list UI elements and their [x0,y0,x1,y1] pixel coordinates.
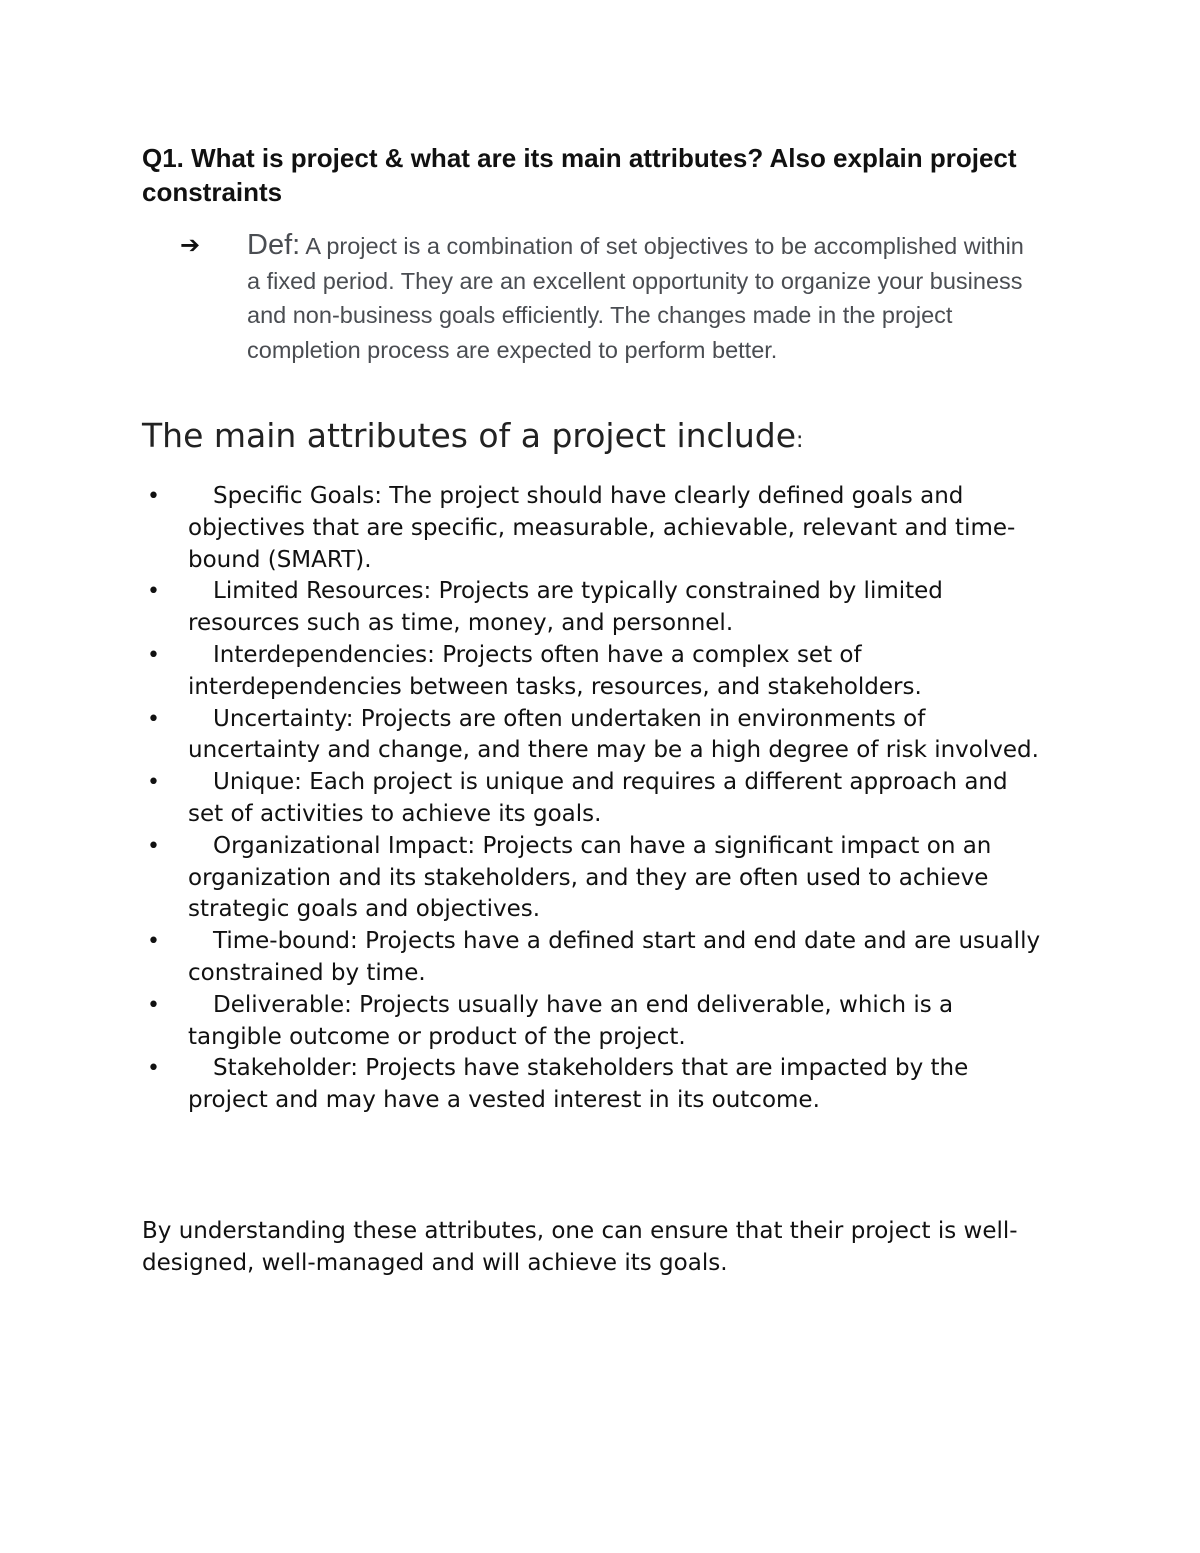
bullet-icon: • [147,929,160,955]
attributes-heading [142,414,1042,463]
list-item [142,990,1042,1054]
bullet-icon: • [147,642,160,668]
bullet-icon: • [147,706,160,732]
list-item-text: Deliverable: Projects usually have an end deliverable, which is a tangible outcome or product of the project. [188,991,954,1050]
list-item-text: Interdependencies: Projects often have a complex set of interdependencies between tasks, resources, and stakeholders. [188,641,922,700]
list-item [142,831,1042,926]
list-item [142,704,1042,768]
bullet-icon: • [147,579,160,605]
list-item [142,640,1042,704]
list-item-text: Time-bound: Projects have a defined start and end date and are usually constrained by time. [188,928,1041,986]
definition-label: Def: [247,229,301,261]
bullet-icon: • [147,1056,160,1082]
definition-text: A project is a combination of set objectives to be accomplished within a fixed period. They are an excellent opportunity to organize your business and non-business goals efficiently. The changes made in the project completion process are expected to perform better. [247,233,1024,363]
attributes-heading-colon: : [796,428,804,453]
list-item-text: Uncertainty: Projects are often undertaken in environments of uncertainty and change, and there may be a high degree of risk involved. [188,705,1039,764]
attributes-list [142,481,1042,1117]
bullet-icon: • [147,770,160,796]
list-item-text: Unique: Each project is unique and requires a different approach and set of activities to achieve its goals. [188,769,1008,827]
bullet-icon: • [147,484,160,509]
list-item [142,767,1042,831]
question-heading: Q1. What is project & what are its main attributes? Also explain project constraints [142,143,1017,207]
list-item-text: Stakeholder: Projects have stakeholders that are impacted by the project and may have a vested interest in its outcome. [188,1055,969,1114]
list-item [142,576,1042,640]
bullet-icon: • [147,833,160,859]
list-item [142,481,1042,576]
list-item-text: Specific Goals: The project should have clearly defined goals and objectives that are specific, measurable, achievable, relevant and time-bound (SMART). [188,483,1016,573]
list-item [142,1053,1042,1117]
list-item [142,926,1042,990]
arrow-right-icon: ➔ [180,231,201,259]
list-item-text: Limited Resources: Projects are typically constrained by limited resources such as time, money, and personnel. [188,578,943,637]
definition-paragraph [247,228,1037,367]
closing-paragraph: By understanding these attributes, one can ensure that their project is well-designed, well-managed and will achieve its goals. [142,1218,1018,1276]
bullet-icon: • [147,992,160,1018]
list-item-text: Organizational Impact: Projects can have a significant impact on an organization and its stakeholders, and they are often used to achieve strategic goals and objectives. [188,832,992,923]
attributes-heading-text: The main attributes of a project include [142,416,797,455]
